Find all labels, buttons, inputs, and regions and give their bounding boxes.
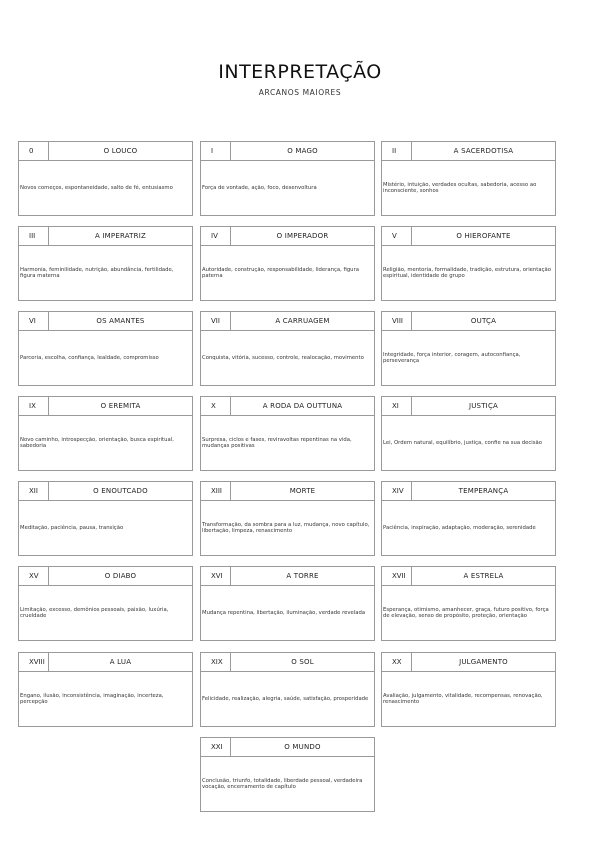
- card-description: [383, 586, 552, 640]
- card-description: [20, 331, 189, 385]
- card-description-text: Transformação, da sombra para a luz, mudança, novo capítulo, libertação, limpeza, renascimento: [202, 521, 370, 534]
- card-number: VII: [201, 312, 231, 330]
- card-description: [383, 161, 552, 215]
- card-description-text: Religião, mentoria, formalidade, tradição, estrutura, orientação espiritual, identidade de grupo: [383, 266, 552, 279]
- arcana-card: [18, 311, 193, 386]
- card-name: A TORRE: [286, 572, 319, 580]
- card-name: O ENOUTCADO: [93, 487, 148, 495]
- card-description-text: Surpresa, ciclos e fases, reviravoltas repentinas na vida, mudanças positivas: [202, 436, 352, 449]
- card-description: [20, 416, 189, 470]
- arcana-card: [200, 396, 375, 471]
- card-description-text: Avaliação, julgamento, vitalidade, recompensas, renovação, renascimento: [383, 692, 543, 705]
- card-name: A LUA: [109, 658, 132, 666]
- card-name: O EREMITA: [100, 402, 141, 410]
- arcana-card: [200, 481, 375, 556]
- arcana-card: [200, 141, 375, 216]
- card-description: [20, 586, 189, 640]
- card-number: III: [19, 227, 49, 245]
- card-description: [20, 672, 189, 726]
- card-header: [201, 653, 374, 672]
- card-description: [383, 246, 552, 300]
- card-number: XVII: [382, 567, 412, 585]
- card-description-text: Conquista, vitória, sucesso, controle, realocação, movimento: [202, 354, 364, 361]
- card-number: XIV: [382, 482, 412, 500]
- card-description-text: Força de vontade, ação, foco, desenvoltura: [202, 184, 317, 191]
- card-description: [202, 586, 371, 640]
- arcana-card: [18, 226, 193, 301]
- card-description-text: Felicidade, realização, alegria, saúde, satisfação, prosperidade: [202, 695, 369, 702]
- card-header: [19, 482, 192, 501]
- page-title: INTERPRETAÇÃO: [218, 61, 382, 83]
- card-header: [382, 482, 555, 501]
- card-description: [202, 672, 371, 726]
- card-name: O LOUCO: [103, 147, 138, 155]
- card-header: [201, 142, 374, 161]
- card-header: [382, 142, 555, 161]
- arcana-card: [381, 141, 556, 216]
- card-description: [202, 246, 371, 300]
- arcana-card: [381, 566, 556, 641]
- arcana-card: [381, 396, 556, 471]
- arcana-card: [200, 311, 375, 386]
- card-description: [202, 501, 371, 555]
- card-name: JULGAMENTO: [459, 658, 508, 666]
- card-header: [19, 142, 192, 161]
- card-description: [202, 757, 371, 811]
- card-number: IX: [19, 397, 49, 415]
- card-number: II: [382, 142, 412, 160]
- arcana-card: [18, 566, 193, 641]
- card-header: [382, 397, 555, 416]
- card-description-text: Paciência, inspiração, adaptação, moderação, serenidade: [383, 524, 536, 531]
- card-description-text: Mudança repentina, libertação, iluminação, verdade revelada: [202, 609, 366, 616]
- card-name: O HIEROFANTE: [456, 232, 511, 240]
- card-description-text: Conclusão, triunfo, totalidade, liberdade pessoal, verdadeira vocação, encerramento de capítulo: [202, 777, 363, 790]
- card-description-text: Limitação, excesso, demônios pessoais, paixão, luxúria, crueldade: [20, 606, 169, 619]
- card-description-text: Lei, Ordem natural, equilíbrio, justiça, confie na sua decisão: [383, 439, 543, 446]
- card-header: [201, 567, 374, 586]
- card-number: 0: [19, 142, 49, 160]
- card-number: XV: [19, 567, 49, 585]
- card-number: X: [201, 397, 231, 415]
- card-name: OS AMANTES: [96, 317, 145, 325]
- card-name: MORTE: [289, 487, 316, 495]
- card-description: [383, 331, 552, 385]
- card-description: [202, 416, 371, 470]
- card-number: XX: [382, 653, 412, 671]
- arcana-card: [200, 737, 375, 812]
- card-name: O DIABO: [104, 572, 137, 580]
- card-header: [201, 227, 374, 246]
- card-number: XVI: [201, 567, 231, 585]
- arcana-card: [200, 226, 375, 301]
- card-number: XI: [382, 397, 412, 415]
- card-description: [20, 246, 189, 300]
- arcana-card: [18, 141, 193, 216]
- card-header: [19, 567, 192, 586]
- card-name: A ESTRELA: [463, 572, 504, 580]
- card-header: [382, 312, 555, 331]
- card-number: V: [382, 227, 412, 245]
- page-subtitle: ARCANOS MAIORES: [258, 88, 342, 97]
- card-description: [383, 501, 552, 555]
- card-description-text: Esperança, otimismo, amanhecer, graça, futuro positivo, força de elevação, senso de propósito, proteção, orientação: [383, 606, 549, 619]
- card-number: VI: [19, 312, 49, 330]
- arcana-card: [381, 311, 556, 386]
- arcana-card: [200, 566, 375, 641]
- card-name: A IMPERATRIZ: [95, 232, 146, 240]
- card-name: A CARRUAGEM: [275, 317, 330, 325]
- card-header: [201, 482, 374, 501]
- card-name: TEMPERANÇA: [458, 487, 509, 495]
- card-description: [383, 672, 552, 726]
- arcana-card: [381, 481, 556, 556]
- card-header: [19, 312, 192, 331]
- card-header: [382, 227, 555, 246]
- card-description-text: Mistério, intuição, verdades ocultas, sabedoria, acesso ao inconsciente, sonhos: [383, 181, 537, 194]
- arcana-card: [18, 396, 193, 471]
- card-number: XIX: [201, 653, 231, 671]
- card-header: [382, 567, 555, 586]
- card-name: A SACERDOTISA: [453, 147, 514, 155]
- card-number: IV: [201, 227, 231, 245]
- card-name: O MAGO: [287, 147, 318, 155]
- card-name: O SOL: [291, 658, 314, 666]
- card-description-text: Parceria, escolha, confiança, lealdade, compromisso: [20, 354, 159, 361]
- card-number: XXI: [201, 738, 231, 756]
- card-description: [202, 161, 371, 215]
- card-name: O IMPERADOR: [276, 232, 329, 240]
- card-description: [383, 416, 552, 470]
- card-description-text: Harmonia, feminilidade, nutrição, abundância, fertilidade, figura materna: [20, 266, 174, 279]
- card-description-text: Autoridade, construção, responsabilidade, liderança, figura paterna: [202, 266, 359, 279]
- card-description-text: Novo caminho, introspecção, orientação, busca espiritual, sabedoria: [20, 436, 174, 449]
- card-header: [201, 738, 374, 757]
- card-number: XII: [19, 482, 49, 500]
- arcana-card: [381, 226, 556, 301]
- card-header: [19, 653, 192, 672]
- card-description: [202, 331, 371, 385]
- card-header: [382, 653, 555, 672]
- card-name: A RODA DA OUTTUNA: [262, 402, 343, 410]
- card-description: [20, 161, 189, 215]
- card-description: [20, 501, 189, 555]
- card-number: VIII: [382, 312, 412, 330]
- card-description-text: Novos começos, espontaneidade, salto de fé, entusiasmo: [20, 184, 173, 191]
- card-name: O MUNDO: [284, 743, 321, 751]
- card-description-text: Engano, ilusão, inconsistência, imaginação, incerteza, percepção: [20, 692, 164, 705]
- card-header: [19, 397, 192, 416]
- card-number: XVIII: [19, 653, 49, 671]
- card-header: [19, 227, 192, 246]
- arcana-card: [200, 652, 375, 727]
- card-description-text: Meditação, paciência, pausa, transição: [20, 524, 124, 531]
- card-header: [201, 312, 374, 331]
- card-number: I: [201, 142, 231, 160]
- card-description-text: Integridade, força interior, coragem, autoconfiança, perseverança: [383, 351, 521, 364]
- card-name: OUTÇA: [470, 317, 497, 325]
- card-header: [201, 397, 374, 416]
- card-number: XIII: [201, 482, 231, 500]
- arcana-card: [18, 652, 193, 727]
- arcana-card: [18, 481, 193, 556]
- arcana-card: [381, 652, 556, 727]
- card-name: JUSTIÇA: [468, 402, 499, 410]
